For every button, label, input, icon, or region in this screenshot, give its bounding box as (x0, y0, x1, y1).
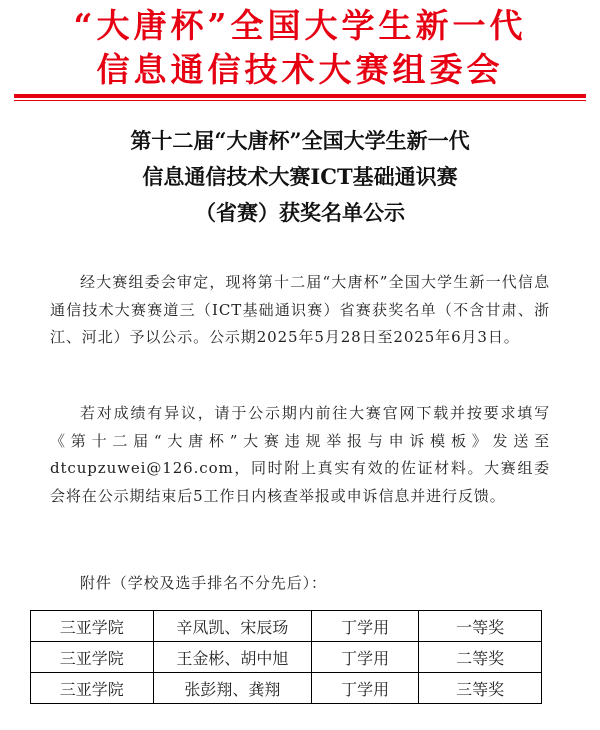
school-cell: 三亚学院 (31, 642, 154, 673)
announcement-paragraph: 经大赛组委会审定，现将第十二届“大唐杯”全国大学生新一代信息通信技术大赛赛道三（ICT基础通识赛）省赛获奖名单（不含甘肃、浙江、河北）予以公示。公示期2025年5月28日至2025年6月3日。 (50, 273, 550, 346)
award-cell: 一等奖 (419, 611, 542, 642)
attachment-note: 附件（学校及选手排名不分先后）： (80, 574, 327, 592)
organizer-header (0, 4, 600, 92)
organizer-header-line2: 信息通信技术大赛组委会 (96, 50, 504, 89)
table-row (31, 642, 542, 673)
award-table (30, 610, 542, 704)
students-cell: 王金彬、胡中旭 (153, 642, 311, 673)
students-cell: 张彭翔、龚翔 (153, 673, 311, 704)
school-cell: 三亚学院 (31, 673, 154, 704)
organizer-header-line1: “大唐杯”全国大学生新一代 (73, 6, 527, 45)
award-cell: 二等奖 (419, 642, 542, 673)
document-title (0, 123, 600, 231)
title-line3: （省赛）获奖名单公示 (195, 200, 405, 225)
title-line1: 第十二届“大唐杯”全国大学生新一代 (130, 128, 470, 153)
table-row (31, 611, 542, 642)
award-cell: 三等奖 (419, 673, 542, 704)
header-divider-thick (14, 94, 586, 98)
teacher-cell: 丁学用 (312, 673, 419, 704)
teacher-cell: 丁学用 (312, 642, 419, 673)
title-line2: 信息通信技术大赛ICT基础通识赛 (142, 164, 458, 189)
students-cell: 辛凤凯、宋辰玚 (153, 611, 311, 642)
school-cell: 三亚学院 (31, 611, 154, 642)
teacher-cell: 丁学用 (312, 611, 419, 642)
appeal-paragraph: 若对成绩有异议，请于公示期内前往大赛官网下载并按要求填写《第十二届“大唐杯”大赛违规举报与申诉模板》发送至dtcupzuwei@126.com，同时附上真实有效的佐证材料。大赛组委会将在公示期结束后5工作日内核查举报或申诉信息并进行反馈。 (50, 404, 550, 505)
table-row (31, 673, 542, 704)
header-divider-thin (14, 100, 586, 101)
